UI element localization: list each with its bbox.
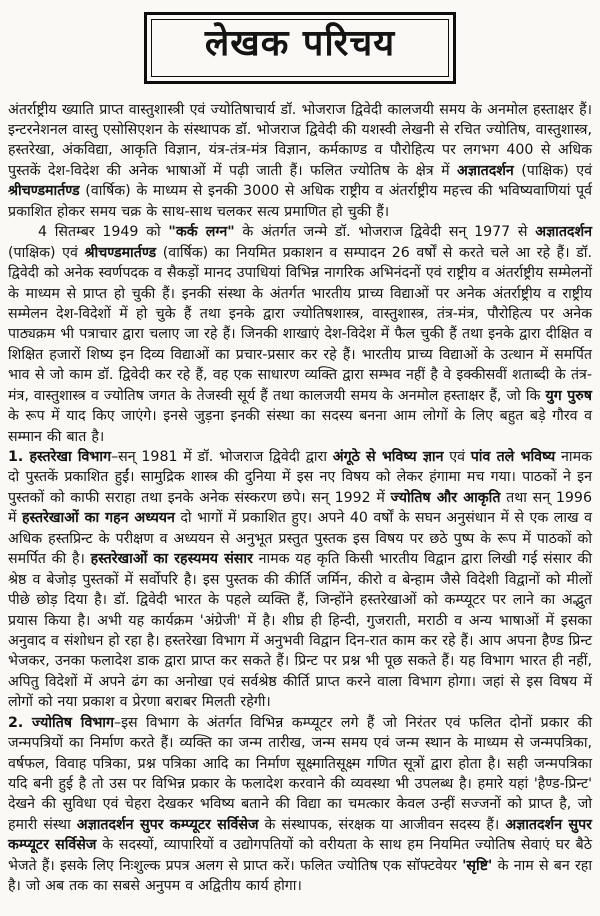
text-segment: –सन् 1981 में डॉ. भोजराज द्विवेदी द्वारा bbox=[111, 449, 333, 466]
paragraph bbox=[8, 447, 592, 713]
text-segment: (वार्षिक) का नियमित प्रकाशन व सम्पादन 26 वर्षों से करते चले आ रहे हैं। डॉ. द्विवेदी को अनेक स्वर्णपदक व सैकड़ों मानद उपाधियां विभिन्न नागरिक अभिनंदनों एवं राष्ट्रीय व अंतर्राष्ट्रीय सम्मेलनों के माध्यम से प्राप्त हो चुकी हैं। इनकी संस्था के अंतर्गत भारतीय प्राच्य विद्याओं पर अनेक अंतर्राष्ट्रीय व राष्ट्रीय सम्मेलन देश-विदेशों में हो चुके हैं तथा इनके द्वारा ज्योतिषशास्त्र, वास्तुशास्त्र, तंत्र-मंत्र, पौरोहित्य पर अनेक पाठ्यक्रम भी पत्राचार द्वारा चलाए जा रहे हैं। जिनकी शाखाएं देश-विदेश में फैल चुकी हैं तथा इनके द्वारा दीक्षित व शिक्षित हजारों शिष्य इन दिव्य विद्याओं का प्रचार-प्रसार कर रहे हैं। भारतीय प्राच्य विद्याओं के उत्थान में समर्पित भाव से जो काम डॉ. द्विवेदी कर रहे हैं, वह एक साधारण व्यक्ति द्वारा सम्भव नहीं है वे इक्कीसवीं शताब्दी के तंत्र-मंत्र, वास्तुशास्त्र व ज्योतिष जगत के तेजस्वी सूर्य हैं तथा कालजयी समय के अनमोल हस्ताक्षर हैं, जो कि bbox=[8, 244, 592, 404]
bold-text-segment: 1. हस्तरेखा विभाग bbox=[8, 449, 112, 466]
text-segment: के रूप में याद किए जाएंगे। इनसे जुड़ना इनकी संस्था का सदस्य बनना आम लोगों के लिए बहुत बड़े गौरव व सम्मान की बात है। bbox=[8, 408, 592, 445]
bold-text-segment: 'सृष्टि' bbox=[462, 857, 493, 874]
text-segment: (वार्षिक) के माध्यम से इनकी 3000 से अधिक राष्ट्रीय व अंतर्राष्ट्रीय महत्त्व की भविष्यवाणियां पूर्व प्रकाशित होकर समय चक्र के साथ-साथ चलकर सत्य प्रमाणित हो चुकी हैं। bbox=[8, 183, 592, 220]
text-segment: (पाक्षिक) एवं bbox=[513, 162, 592, 179]
title-inner-border bbox=[151, 19, 449, 77]
paragraph bbox=[8, 713, 592, 897]
text-segment: तथा सन् 1996 में bbox=[8, 489, 592, 527]
text-segment: एवं bbox=[443, 449, 471, 466]
bold-text-segment: "कर्क लग्न" bbox=[168, 224, 235, 241]
text-segment: (पाक्षिक) एवं bbox=[8, 244, 85, 261]
paragraph bbox=[8, 100, 592, 223]
text-segment: के संस्थापक, संरक्षक या आजीवन सदस्य हैं। bbox=[258, 816, 506, 833]
text-segment: के नाम से बन रहा है। जो अब तक का सबसे अनुपम व अद्वितीय कार्य होगा। bbox=[8, 857, 592, 895]
text-segment: अंतर्राष्ट्रीय ख्याति प्राप्त वास्तुशास्त्री एवं ज्योतिषाचार्य डॉ. भोजराज द्विवेदी कालजयी समय के अनमोल हस्ताक्षर हैं। इन्टरनेशनल वास्तु एसोसिएशन के संस्थापक डॉ. भोजराज द्विवेदी की यशस्वी लेखनी से रचित ज्योतिष, वास्तुशास्त्र, हस्तरेखा, अंकविद्या, आकृति विज्ञान, यंत्र-तंत्र-मंत्र विज्ञान, कर्मकाण्ड व पौरोहित्य पर लगभग 400 से अधिक पुस्तकें देश-विदेश की अनेक भाषाओं में पढ़ी जाती हैं। फलित ज्योतिष के क्षेत्र में bbox=[8, 101, 592, 179]
bold-text-segment: अंगूठे से भविष्य ज्ञान bbox=[332, 449, 444, 466]
page-title: लेखक परिचय bbox=[204, 23, 396, 64]
bold-text-segment: हस्तरेखाओं का रहस्यमय संसार bbox=[90, 551, 253, 568]
bold-text-segment: हस्तरेखाओं का गहन अध्ययन bbox=[21, 510, 175, 527]
bold-text-segment: अज्ञातदर्शन सुपर कम्प्यूटर सर्विसेज bbox=[76, 816, 259, 833]
text-segment: के अंतर्गत जन्मे डॉ. भोजराज द्विवेदी सन् 1977 से bbox=[234, 224, 536, 241]
bold-text-segment: अज्ञातदर्शन bbox=[535, 224, 592, 241]
bold-text-segment: ज्योतिष और आकृति bbox=[390, 489, 501, 506]
text-segment: नामक दो पुस्तकें प्रकाशित हुईं। सामुद्रिक शास्त्र की दुनिया में इस नए विषय को लेकर हंगामा मच गया। पाठकों ने इन पुस्तकों को काफी सराहा तथा इनके अनेक संस्करण छपे। सन् 1992 में bbox=[8, 449, 592, 506]
bold-text-segment: श्रीचण्डमार्तण्ड bbox=[8, 183, 80, 200]
text-segment: नामक यह कृति किसी भारतीय विद्वान द्वारा लिखी गई संसार की श्रेष्ठ व बेजोड़ पुस्तकों में सर्वोपरि है। इस पुस्तक की कीर्ति जर्मिन, कीरो व बेन्हाम जैसे विदेशी विद्वानों को मीलों पीछे छोड़ दिया है। डॉ. द्विवेदी भारत के पहले व्यक्ति हैं, जिन्होंने हस्तरेखाओं को कम्प्यूटर पर लाने का अद्भुत प्रयास किया है। अभी यह कार्यक्रम 'अंग्रेजी' में है। शीघ्र ही हिन्दी, गुजराती, मराठी व अन्य भाषाओं में इसका अनुवाद व संशोधन हो रहा है। हस्तरेखा विभाग में अनुभवी विद्वान दिन-रात काम कर रहे हैं। आप अपना हैण्ड प्रिन्ट भेजकर, उनका फलादेश डाक द्वारा प्राप्त कर सकते हैं। प्रिन्ट पर प्रश्न भी पूछ सकते हैं। यह विभाग भारत ही नहीं, अपितु विदेशों में अपने ढंग का अनोखा एवं सर्वश्रेष्ठ कीर्ति प्राप्त करने वाला विभाग होगा। जहां से इस विषय में लोगों को नया प्रकाश व प्रेरणा बराबर मिलती रहेगी। bbox=[8, 551, 592, 711]
title-box bbox=[144, 12, 456, 84]
body-text bbox=[8, 100, 592, 897]
text-segment: 4 सितम्बर 1949 को bbox=[38, 224, 169, 241]
bold-text-segment: युग पुरुष bbox=[545, 387, 592, 404]
bold-text-segment: पांव तले भविष्य bbox=[470, 449, 556, 466]
paragraph bbox=[8, 222, 592, 447]
text-segment: के सदस्यों, व्यापारियों व उद्योगपतियों को वरीयता के साथ हम नियमित ज्योतिष सेवाएं घर बैठे भेजते हैं। इसके लिए निःशुल्क प्रपत्र अलग से प्राप्त करें। फलित ज्योतिष एक सॉफ्टवेयर bbox=[8, 837, 592, 874]
bold-text-segment: अज्ञातदर्शन bbox=[457, 162, 514, 179]
bold-text-segment: अज्ञातदर्शन सुपर कम्प्यूटर सर्विसेज bbox=[8, 816, 592, 854]
bold-text-segment: 2. ज्योतिष विभाग bbox=[8, 714, 114, 731]
bold-text-segment: श्रीचण्डमार्तण्ड bbox=[84, 244, 157, 261]
text-segment: –इस विभाग के अंतर्गत विभिन्न कम्प्यूटर लगे हैं जो निरंतर एवं फलित दोनों प्रकार की जन्मपत्रियों का निर्माण करते हैं। व्यक्ति का जन्म तारीख, जन्म समय एवं जन्म स्थान के माध्यम से जन्मपत्रिका, वर्षफल, विवाह पत्रिका, प्रश्न पत्रिका आदि का निर्माण सूक्ष्मातिसूक्ष्म गणित सूत्रों द्वारा होता है। सही जन्मपत्रिका यदि बनी हुई है तो उस पर विभिन्न प्रकार के फलादेश करवाने की व्यवस्था भी उपलब्ध है। हमारे यहां 'हैण्ड-प्रिन्ट' देखने की सुविधा एवं चेहरा देखकर भविष्य बताने की विद्या का चमत्कार केवल उन्हीं सज्जनों को प्राप्त है, जो हमारी संस्था bbox=[8, 714, 593, 833]
text-segment: दो भागों में प्रकाशित हुए। अपने 40 वर्षों के सघन अनुसंधान में से एक लाख व अधिक हस्तप्रिन्ट के परीक्षण व अध्ययन से अनुभूत प्रस्तुत पुस्तक इस विषय पर छठे पुष्प के रूप में पाठकों को समर्पित की है। bbox=[8, 510, 592, 568]
